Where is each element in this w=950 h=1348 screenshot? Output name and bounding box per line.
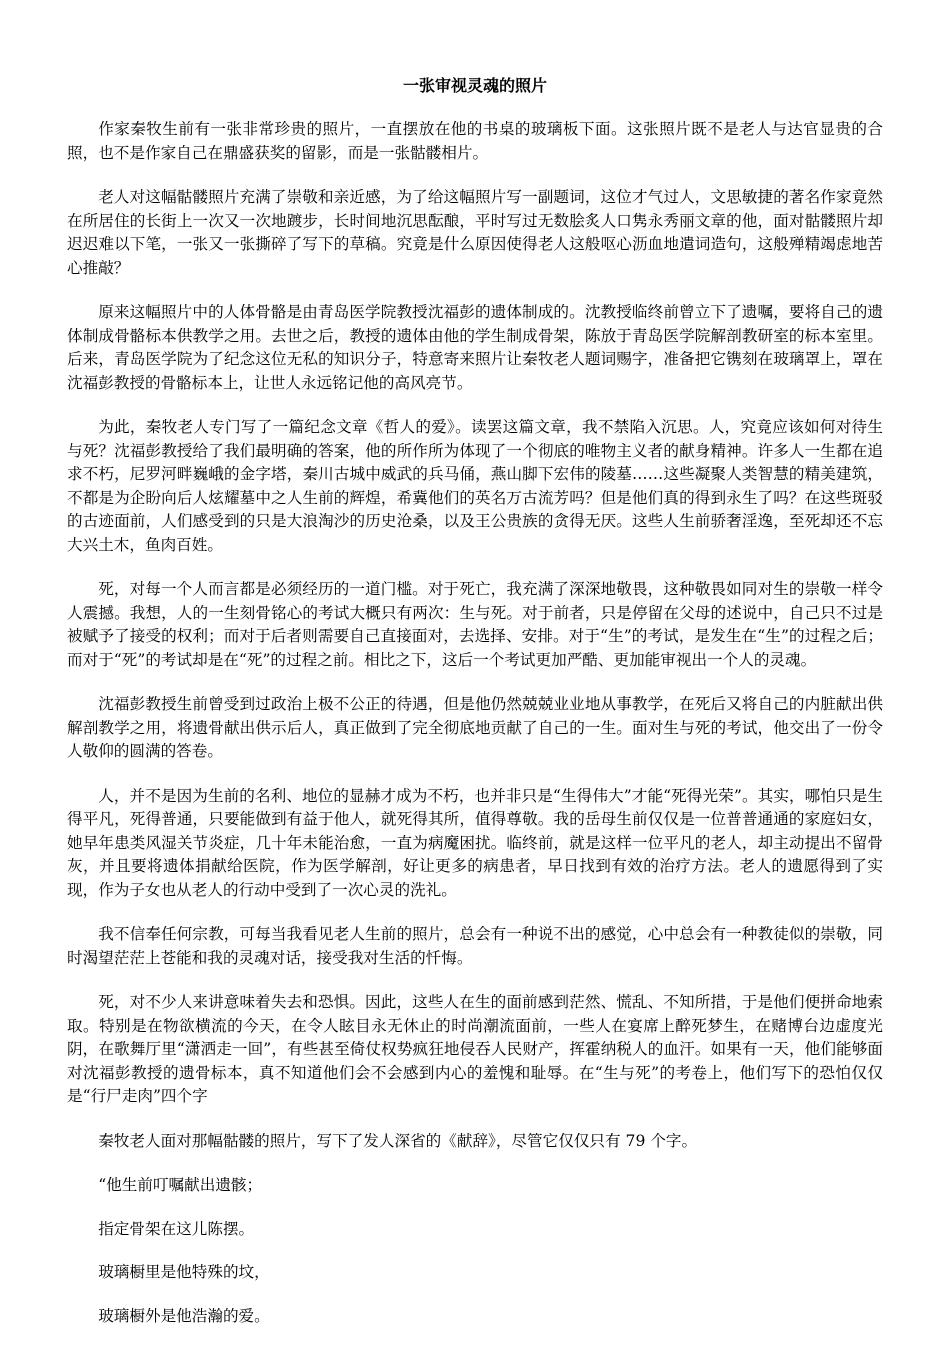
poem-line-4: 玻璃橱外是他浩瀚的爱。 <box>98 1306 270 1325</box>
paragraph-7: 人，并不是因为生前的名利、地位的显赫才成为不朽，也并非只是“生得伟大”才能“死得光荣”。其实，哪怕只是生得平凡，死得普通，只要能做到有益于他人，就死得其所，值得尊敬。我的岳母生前仅仅是一位普普通通的家庭妇女，她早年患类风湿关节炎症，几十年未能治愈，一直为病魔困扰。临终前，就是这样一位平凡的老人，却主动提出不留骨灰，并且要将遗体捐献给医院，作为医学解剖，好让更多的病患者，早日找到有效的治疗方法。老人的遗愿得到了实现，作为子女也从老人的行动中受到了一次心灵的洗礼。 <box>67 786 883 899</box>
poem-line-3: 玻璃橱里是他特殊的坟， <box>98 1263 270 1281</box>
paragraph-2: 老人对这幅骷髅照片充满了崇敬和亲近感，为了给这幅照片写一副题词，这位才气过人，文思敏捷的著名作家竟然在所居住的长街上一次又一次地踱步，长时间地沉思酝酿，平时写过无数脍炙人口隽永秀丽文章的他，面对骷髅照片却迟迟难以下笔，一张又一张撕碎了写下的草稿。究竟是什么原因使得老人这般呕心沥血地遣词造句，这般殚精竭虑地苦心推敲？ <box>67 188 883 277</box>
paragraph-8: 我不信奉任何宗教，可每当我看见老人生前的照片，总会有一种说不出的感觉，心中总会有一种教徒似的崇敬，同时渴望茫茫上苍能和我的灵魂对话，接受我对生活的忏悔。 <box>67 925 883 967</box>
paragraph-1: 作家秦牧生前有一张非常珍贵的照片，一直摆放在他的书桌的玻璃板下面。这张照片既不是老人与达官显贵的合照，也不是作家自己在鼎盛获奖的留影，而是一张骷髅相片。 <box>67 120 883 162</box>
paragraph-10: 秦牧老人面对那幅骷髅的照片，写下了发人深省的《献辞》，尽管它仅仅只有 79 个字。 <box>98 1131 698 1150</box>
paragraph-6: 沈福彭教授生前曾受到过政治上极不公正的待遇，但是他仍然兢兢业业地从事教学，在死后又将自己的内脏献出供解剖教学之用，将遗骨献出供示后人，真正做到了完全彻底地贡献了自己的一生。面对生与死的考试，他交出了一份令人敬仰的圆满的答卷。 <box>67 695 883 760</box>
poem-line-2: 指定骨架在这儿陈摆。 <box>98 1219 255 1238</box>
poem-line-1: “他生前叮嘱献出遗骸； <box>98 1176 263 1194</box>
paragraph-4: 为此，秦牧老人专门写了一篇纪念文章《哲人的爱》。读罢这篇文章，我不禁陷入沉思。人，究竟应该如何对待生与死？沈福彭教授给了我们最明确的答案，他的所作所为体现了一个彻底的唯物主义者的献身精神。许多人一生都在追求不朽，尼罗河畔巍峨的金字塔，秦川古城中威武的兵马俑，燕山脚下宏伟的陵墓……这些凝聚人类智慧的精美建筑，不都是为企盼向后人炫耀墓中之人生前的辉煌，希冀他们的英名万古流芳吗？但是他们真的得到永生了吗？在这些斑驳的古迹面前，人们感受到的只是大浪淘沙的历史沧桑，以及王公贵族的贪得无厌。这些人生前骄奢淫逸，至死却还不忘大兴土木，鱼肉百姓。 <box>67 418 883 554</box>
paragraph-5: 死，对每一个人而言都是必须经历的一道门槛。对于死亡，我充满了深深地敬畏，这种敬畏如同对生的崇敬一样令人震撼。我想，人的一生刻骨铭心的考试大概只有两次：生与死。对于前者，只是停留在父母的述说中，自己只不过是被赋予了接受的权利；而对于后者则需要自己直接面对，去选择、安排。对于“生”的考试，是发生在“生”的过程之后；而对于“死”的考试却是在“死”的过程之前。相比之下，这后一个考试更加严酷、更加能审视出一个人的灵魂。 <box>67 580 883 669</box>
document-body <box>67 118 883 1348</box>
document-title: 一张审视灵魂的照片 <box>402 76 547 95</box>
paragraph-3: 原来这幅照片中的人体骨骼是由青岛医学院教授沈福彭的遗体制成的。沈教授临终前曾立下了遗嘱，要将自己的遗体制成骨骼标本供教学之用。去世之后，教授的遗体由他的学生制成骨架，陈放于青岛医学院解剖教研室的标本室里。后来，青岛医学院为了纪念这位无私的知识分子，特意寄来照片让秦牧老人题词赐字，准备把它镌刻在玻璃罩上，罩在沈福彭教授的骨骼标本上，让世人永远铭记他的高风亮节。 <box>67 303 883 392</box>
paragraph-9: 死，对不少人来讲意味着失去和恐惧。因此，这些人在生的面前感到茫然、慌乱、不知所措，于是他们便拼命地索取。特别是在物欲横流的今天，在令人眩目永无休止的时尚潮流面前，一些人在宴席上醉死梦生，在赌博台边虚度光阴，在歌舞厅里“潇洒走一回”，有些甚至倚仗权势疯狂地侵吞人民财产，挥霍纳税人的血汗。如果有一天，他们能够面对沈福彭教授的遗骨标本，真不知道他们会不会感到内心的羞愧和耻辱。在“生与死”的考卷上，他们写下的恐怕仅仅是“行尸走肉”四个字 <box>67 993 883 1105</box>
